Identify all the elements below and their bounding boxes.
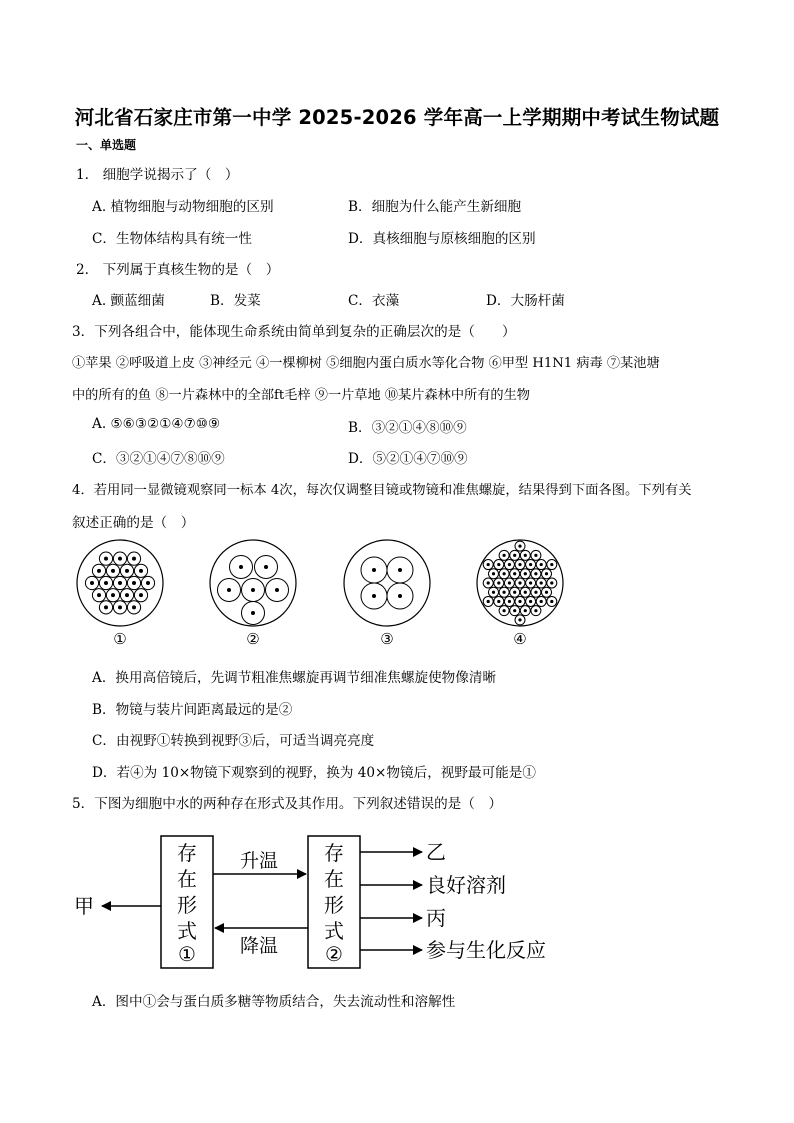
cell-nucleus bbox=[125, 569, 129, 573]
cell-nucleus bbox=[118, 605, 122, 609]
q3-items-line1: ①苹果 ②呼吸道上皮 ③神经元 ④一棵柳树 ⑤细胞内蛋白质水等化合物 ⑥甲型 H1N1 病毒 ⑦某池塘 bbox=[72, 356, 660, 371]
q4-option-d: D．若④为 10×物镜下观察到的视野，换为 40×物镜后，视野最可能是① bbox=[92, 765, 536, 781]
cell-nucleus bbox=[251, 588, 255, 592]
cell-nucleus bbox=[487, 581, 490, 584]
page-title: 河北省石家庄市第一中学 2025-2026 学年高一上学期期中考试生物试题 bbox=[74, 106, 720, 129]
cell-nucleus bbox=[132, 581, 136, 585]
cell-nucleus bbox=[524, 591, 527, 594]
output-label: 良好溶剂 bbox=[426, 873, 506, 897]
cell-nucleus bbox=[518, 581, 521, 584]
cell-nucleus bbox=[529, 600, 532, 603]
cell-nucleus bbox=[104, 557, 108, 561]
cell-nucleus bbox=[540, 581, 543, 584]
cell-nucleus bbox=[118, 581, 122, 585]
cool-down-label: 降温 bbox=[239, 935, 279, 957]
cell-nucleus bbox=[508, 600, 511, 603]
field-1 bbox=[77, 540, 163, 626]
form-2-char: 存 bbox=[324, 841, 344, 865]
field-3-label: ③ bbox=[380, 630, 394, 648]
cell-nucleus bbox=[550, 563, 553, 566]
form-1-char: 存 bbox=[177, 841, 197, 865]
cell-nucleus bbox=[529, 563, 532, 566]
field-1-label: ① bbox=[113, 630, 127, 648]
q2-option-a: A. 颤蓝细菌 bbox=[92, 293, 165, 309]
q4-option-c: C．由视野①转换到视野③后，可适当调亮亮度 bbox=[92, 733, 375, 749]
cell-nucleus bbox=[503, 609, 506, 612]
cell-nucleus bbox=[508, 581, 511, 584]
cell-nucleus bbox=[518, 618, 521, 621]
form-1-char: 式 bbox=[177, 919, 197, 943]
form-2-char: 式 bbox=[324, 919, 344, 943]
q4-option-b: B．物镜与装片间距离最远的是② bbox=[92, 702, 293, 718]
q3-option-a: A. ⑤⑥③②①④⑦⑩⑨ bbox=[92, 416, 221, 432]
form-1-char: 在 bbox=[177, 867, 197, 891]
cell-nucleus bbox=[529, 581, 532, 584]
cell-nucleus bbox=[534, 591, 537, 594]
cell-nucleus bbox=[398, 568, 402, 572]
field-4-label: ④ bbox=[513, 630, 527, 648]
cell-nucleus bbox=[497, 563, 500, 566]
cell-nucleus bbox=[508, 563, 511, 566]
cell-nucleus bbox=[104, 605, 108, 609]
q3-items-line2: 中的所有的鱼 ⑧一片森林中的全部ft毛梓 ⑨一片草地 ⑩某片森林中所有的生物 bbox=[72, 388, 530, 403]
cell-nucleus bbox=[125, 593, 129, 597]
form-2-char: 在 bbox=[324, 867, 344, 891]
cell-nucleus bbox=[251, 611, 255, 615]
q3-stem: 3．下列各组合中，能体现生命系统由简单到复杂的正确层次的是（ ） bbox=[72, 324, 516, 340]
q4-stem-line1: 4．若用同一显微镜观察同一标本 4次，每次仅调整目镜或物镜和准焦螺旋，结果得到下面各图。下列有关 bbox=[72, 483, 692, 498]
cell-nucleus bbox=[97, 569, 101, 573]
cell-nucleus bbox=[545, 591, 548, 594]
cell-nucleus bbox=[513, 572, 516, 575]
cell-nucleus bbox=[513, 609, 516, 612]
q3-option-c: C．③②①④⑦⑧⑩⑨ bbox=[92, 451, 225, 467]
q5-option-a: A．图中①会与蛋白质多糖等物质结合，失去流动性和溶解性 bbox=[92, 994, 456, 1010]
cell-nucleus bbox=[239, 565, 243, 569]
cell-nucleus bbox=[372, 594, 376, 598]
cell-nucleus bbox=[513, 554, 516, 557]
cell-nucleus bbox=[492, 572, 495, 575]
cell-nucleus bbox=[550, 581, 553, 584]
cell-nucleus bbox=[534, 572, 537, 575]
cell-nucleus bbox=[550, 600, 553, 603]
cell-nucleus bbox=[264, 565, 268, 569]
cell-nucleus bbox=[132, 557, 136, 561]
q2-option-d: D．大肠杆菌 bbox=[486, 293, 565, 309]
q5-stem: 5．下图为细胞中水的两种存在形式及其作用。下列叙述错误的是（ ） bbox=[72, 796, 503, 812]
q1-option-a: A. 植物细胞与动物细胞的区别 bbox=[92, 199, 274, 215]
cell-nucleus bbox=[487, 600, 490, 603]
cell-nucleus bbox=[372, 568, 376, 572]
cell-nucleus bbox=[275, 588, 279, 592]
cell-nucleus bbox=[545, 572, 548, 575]
cell-nucleus bbox=[139, 569, 143, 573]
cell-nucleus bbox=[534, 609, 537, 612]
field-3 bbox=[344, 540, 430, 626]
cell-nucleus bbox=[90, 581, 94, 585]
q2-stem: 2. 下列属于真核生物的是（ ） bbox=[76, 262, 280, 278]
cell-nucleus bbox=[513, 591, 516, 594]
output-label: 参与生化反应 bbox=[426, 938, 546, 962]
cell-nucleus bbox=[104, 581, 108, 585]
cell-nucleus bbox=[398, 594, 402, 598]
cell-nucleus bbox=[540, 600, 543, 603]
microscope-fields-figure bbox=[60, 538, 580, 650]
cell-nucleus bbox=[518, 545, 521, 548]
cell-nucleus bbox=[97, 593, 101, 597]
output-label: 乙 bbox=[426, 840, 446, 864]
q2-option-c: C．衣藻 bbox=[348, 293, 400, 309]
cell-nucleus bbox=[540, 563, 543, 566]
q3-option-d: D．⑤②①④⑦⑩⑨ bbox=[348, 451, 468, 467]
heat-up-label: 升温 bbox=[239, 850, 279, 872]
cell-nucleus bbox=[139, 593, 143, 597]
q2-option-b: B．发菜 bbox=[210, 293, 261, 309]
q1-option-c: C．生物体结构具有统一性 bbox=[92, 231, 252, 247]
q1-option-b: B．细胞为什么能产生新细胞 bbox=[348, 199, 522, 215]
output-label: 丙 bbox=[426, 906, 446, 930]
q3-option-b: B．③②①④⑧⑩⑨ bbox=[348, 420, 467, 436]
cell-nucleus bbox=[111, 569, 115, 573]
field-4 bbox=[477, 540, 563, 626]
cell-nucleus bbox=[524, 554, 527, 557]
q4-option-a: A．换用高倍镜后，先调节粗准焦螺旋再调节细准焦螺旋使物像清晰 bbox=[92, 670, 497, 686]
field-2-label: ② bbox=[246, 630, 260, 648]
cell-nucleus bbox=[534, 554, 537, 557]
cell-nucleus bbox=[524, 609, 527, 612]
left-output-label: 甲 bbox=[74, 894, 94, 918]
q1-stem: 1. 细胞学说揭示了（ ） bbox=[76, 167, 239, 183]
section-heading: 一、单选题 bbox=[76, 138, 137, 152]
cell-nucleus bbox=[503, 572, 506, 575]
cell-nucleus bbox=[118, 557, 122, 561]
cell-nucleus bbox=[492, 591, 495, 594]
form-2-char: ② bbox=[325, 942, 343, 966]
q4-stem-line2: 叙述正确的是（ ） bbox=[72, 515, 195, 531]
cell-nucleus bbox=[524, 572, 527, 575]
cell-nucleus bbox=[146, 581, 150, 585]
form-2-char: 形 bbox=[324, 893, 344, 917]
cell-nucleus bbox=[503, 591, 506, 594]
cell-nucleus bbox=[503, 554, 506, 557]
cell-nucleus bbox=[497, 600, 500, 603]
water-forms-diagram bbox=[70, 826, 590, 976]
cell-nucleus bbox=[132, 605, 136, 609]
cell-nucleus bbox=[518, 600, 521, 603]
cell-nucleus bbox=[487, 563, 490, 566]
q1-option-d: D．真核细胞与原核细胞的区别 bbox=[348, 231, 536, 247]
form-1-char: ① bbox=[178, 942, 196, 966]
field-2 bbox=[210, 540, 296, 626]
cell-nucleus bbox=[111, 593, 115, 597]
cell-nucleus bbox=[518, 563, 521, 566]
cell-nucleus bbox=[497, 581, 500, 584]
cell-nucleus bbox=[227, 588, 231, 592]
form-1-char: 形 bbox=[177, 893, 197, 917]
